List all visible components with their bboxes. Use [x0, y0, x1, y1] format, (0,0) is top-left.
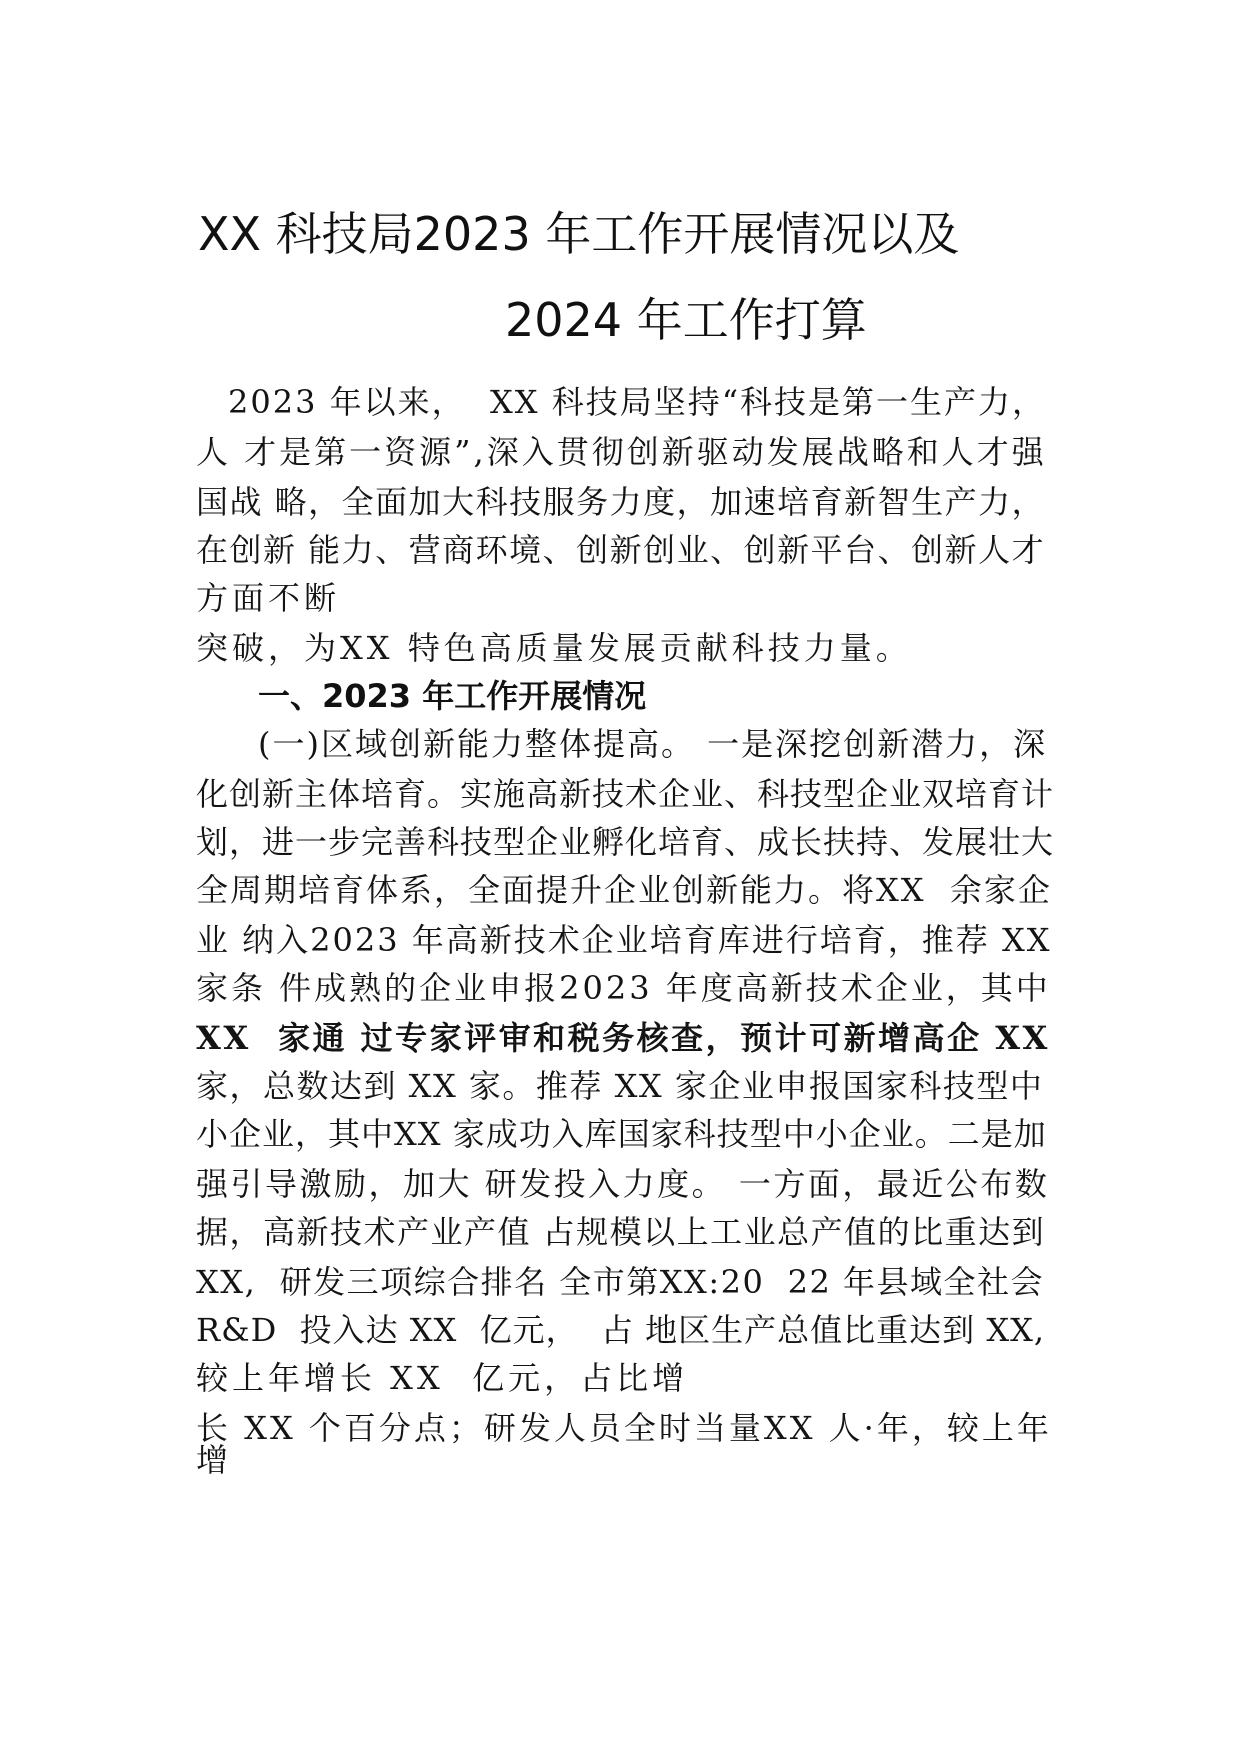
body-line-13: R&D 投入达 XX 亿元， 占 地区生产总值比重达到 XX, [196, 1311, 1046, 1349]
document-title-line-2: 2024 年工作打算 [505, 293, 867, 347]
body-line-7: XX 家通 过专家评审和税务核查，预计可新增高企 XX [196, 1019, 1050, 1057]
intro-line-6: 突破，为XX 特色高质量发展贡献科技力量。 [196, 629, 912, 667]
intro-line-2: 人 才是第一资源”,深入贯彻创新驱动发展战略和人才强 [196, 433, 1047, 471]
body-line-11: 据，高新技术产业产值 占规模以上工业总产值的比重达到 [196, 1213, 1046, 1251]
body-line-14: 较上年增长 XX 亿元，占比增 [196, 1359, 689, 1397]
body-line-4: 全周期培育体系，全面提升企业创新能力。将XX 余家企 [196, 871, 1052, 909]
document-title-line-1: XX 科技局2023 年工作开展情况以及 [198, 207, 960, 261]
body-line-12: XX, 研发三项综合排名 全市第XX:20 22 年县域全社会 [196, 1263, 1045, 1301]
body-line-3: 划，进一步完善科技型企业孵化培育、成长扶持、发展壮大 [196, 823, 1055, 861]
body-line-6: 家条 件成熟的企业申报2023 年度高新技术企业，其中 [196, 969, 1051, 1007]
intro-line-5: 方面不断 [196, 579, 341, 617]
body-line-16: 增 [196, 1441, 233, 1479]
body-line-5: 业 纳入2023 年高新技术企业培育库进行培育，推荐 XX [196, 921, 1052, 959]
body-line-9: 小企业，其中XX 家成功入库国家科技型中小企业。二是加 [196, 1115, 1047, 1153]
body-line-15: 长 XX 个百分点；研发人员全时当量XX 人·年，较上年 [196, 1409, 1052, 1447]
body-line-1: (一)区域创新能力整体提高。 一是深挖创新潜力，深 [258, 725, 1048, 763]
intro-line-4: 在创新 能力、营商环境、创新创业、创新平台、创新人才 [196, 531, 1046, 569]
section-heading: 一、2023 年工作开展情况 [258, 677, 647, 715]
intro-line-1: 2023 年以来， XX 科技局坚持“科技是第一生产力， [228, 383, 1047, 421]
body-line-8: 家，总数达到 XX 家。推荐 XX 家企业申报国家科技型中 [196, 1067, 1044, 1105]
body-line-10: 强引导激励，加大 研发投入力度。 一方面，最近公布数 [196, 1165, 1050, 1203]
body-line-2: 化创新主体培育。实施高新技术企业、科技型企业双培育计 [196, 775, 1055, 813]
intro-line-3: 国战 略，全面加大科技服务力度，加速培育新智生产力， [196, 483, 1046, 521]
